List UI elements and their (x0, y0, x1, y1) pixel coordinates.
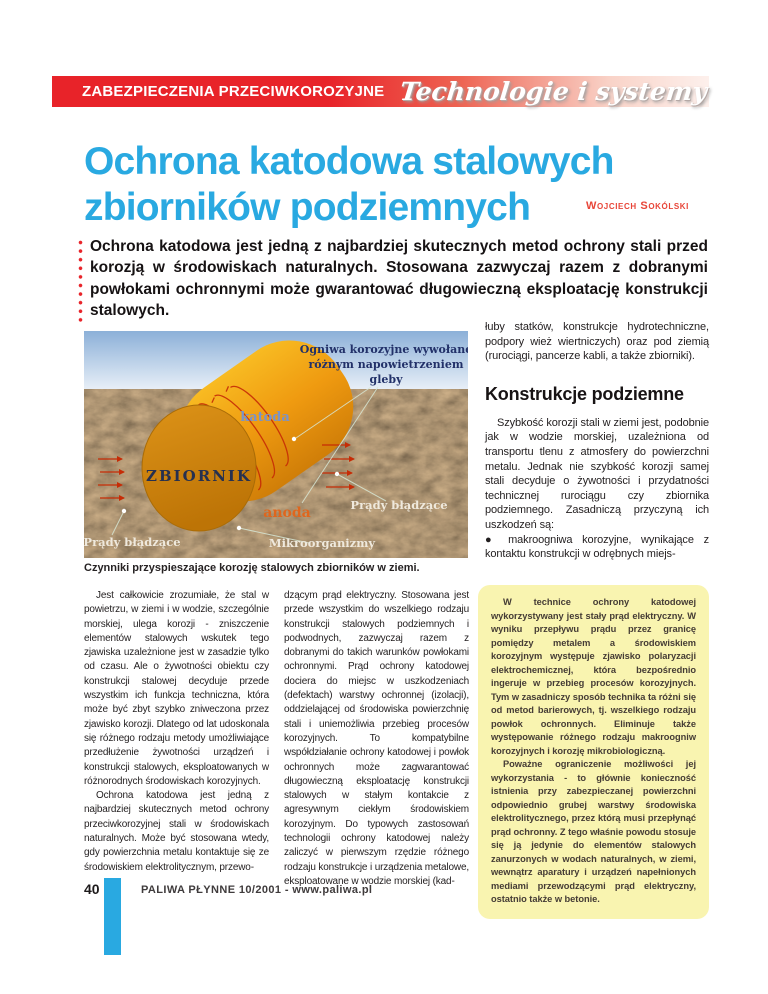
anode-label: anoda (263, 505, 311, 521)
annotation-line2: różnym napowietrzeniem (308, 358, 464, 371)
corrosion-diagram (84, 331, 468, 558)
right-column-paragraph-continued: łuby statków, konstrukcje hydrotechniczne, podpory wież wiertniczych) oraz pod ziemią (rurociągi, pancerze kabli, a także zbiorniki). (485, 321, 709, 363)
section-category-label: ZABEZPIECZENIA PRZECIWKOROZYJNE (82, 83, 385, 100)
article-title (84, 139, 724, 231)
article-author: Wojciech Sokólski (586, 200, 689, 212)
annotation-line1: Ogniwa korozyjne wywołane (299, 343, 468, 356)
annotation-line3: gleby (369, 373, 403, 386)
info-box-paragraph-1: W technice ochrony katodowej wykorzystywany jest stały prąd elektryczny. W wyniku przepływu prądu przez granicę pomiędzy metalem a środowiskiem korozyjnym występuje zjawisko polaryzacji elektrochemicznej, która bezpośrednio ingeruje w przebieg procesów korozyjnych. Tym w zasadniczy sposób technika ta różni się od metod barierowych, tj. wszelkiego rodzaju powłok ochronnych. Eliminuje także występowanie różnego rodzaju makroogniw korozyjnych i korozję mikrobiologiczną. (491, 597, 696, 756)
right-column-bullet: ● makroogniwa korozyjne, wynikające z kontaktu konstrukcji w odrębnych miejs- (485, 533, 709, 561)
article-title-line2: zbiorników podziemnych (84, 186, 531, 229)
body-column-1-paragraph-1: Jest całkowicie zrozumiałe, że stal w powietrzu, w ziemi i w wodzie, szczególnie morskiej, ulega korozji - zniszczenie elementów stalowych wskutek tego zjawiska uzależnione jest w zasadzie tylko od czasu. Ale o żywotności obiektu czy konstrukcji stalowej decyduje przede wszystkim ich funkcja techniczna, która może być zbyt szybko zniweczona przez zjawisko korozji. Dlatego od lat udoskonala się różnego rodzaju metody umożliwiające przedłużenie żywotności urządzeń i konstrukcji stalowych, eksploatowanych w różnorodnych środowiskach korozyjnych. (84, 590, 269, 787)
info-box-paragraph-2: Poważne ograniczenie możliwości jej wykorzystania - to głównie konieczność istnienia przy zabezpieczanej powierzchni odpowiednio grubej warstwy środowiska elektrolitycznego, przez którą musi przepłynąć prąd ochronny. Z tego właśnie powodu stosuje się ją jedynie do elementów stalowych zanurzonych w wodach naturalnych, w ziemi, wewnątrz aparatury i urządzeń napełnionych mediami przewodzącymi prąd elektryczny, ostatnio także w betonie. (491, 759, 696, 904)
body-column-1-paragraph-2: Ochrona katodowa jest jedną z najbardziej skutecznych metod ochrony przeciwkorozyjnej stali w środowiskach naturalnych. Może być stosowana wtedy, gdy powierzchnia metalu kontaktuje się ze środowiskiem elektrolitycznym, przewo- (84, 790, 269, 873)
body-column-2-paragraph-1: dzącym prąd elektryczny. Stosowana jest przede wszystkim do wszelkiego rodzaju konstrukcji stalowych podziemnych i podwodnych, zazwyczaj razem z dobranymi do takich warunków powłokami ochronnymi. Prąd ochrony katodowej dociera do miejsc w uszkodzeniach (defektach) warstwy ochronnej (izolacji), oddzielającej od środowiska powierzchnię stali i uniemożliwia przebieg procesów korozyjnych. To kompatybilne współdziałanie ochrony katodowej i powłok ochronnych może zagwarantować długowieczną eksploatację konstrukcji stalowych w stałym kontakcie z agresywnym ciekłym środowiskiem korozyjnym. Do typowych zastosowań technologii ochrony katodowej należy zaliczyć w pierwszym rzędzie różnego rodzaju konstrukcje i urządzenia metalowe, eksploatowane w wodzie morskiej (kad- (284, 590, 469, 887)
section-header-bar (52, 76, 709, 107)
footer-credit: PALIWA PŁYNNE 10/2001 - www.paliwa.pl (141, 884, 373, 896)
right-column (485, 320, 709, 562)
stray-currents-label-left: Prądy błądzące (84, 535, 181, 549)
body-column-1 (84, 589, 269, 875)
tank-label: ZBIORNIK (146, 467, 252, 485)
page-number: 40 (84, 881, 100, 897)
body-column-2 (284, 589, 469, 889)
section-series-label: Technologie i systemy (398, 77, 709, 106)
cathode-label: katoda (240, 410, 290, 425)
lead-dotted-rule (78, 240, 83, 326)
info-box (478, 585, 709, 919)
microorganisms-label: Mikroorganizmy (268, 536, 376, 550)
corrosion-diagram-figure (84, 331, 468, 558)
figure-caption: Czynniki przyspieszające korozję stalowych zbiorników w ziemi. (84, 562, 420, 574)
right-column-paragraph: Szybkość korozji stali w ziemi jest, podobnie jak w wodzie morskiej, uzależniona od transportu tlenu z atmosfery do powierzchni metalu. Jednak nie szybkość korozji samej stali decyduje o żywotności i przydatności technicznej rurociągu czy zbiornika podziemnego. Zasadniczą przyczyną ich uszkodzeń są: (485, 416, 709, 531)
article-lead: Ochrona katodowa jest jedną z najbardziej skutecznych metod ochrony stali przed korozją w środowiskach naturalnych. Stosowana zazwyczaj razem z dobranymi powłokami ochronnymi może gwarantować długowieczną eksploatację konstrukcji stalowych. (90, 238, 708, 320)
section-heading: Konstrukcje podziemne (485, 383, 684, 404)
article-title-line1: Ochrona katodowa stalowych (84, 140, 614, 183)
stray-currents-label-right: Prądy błądzące (350, 498, 448, 512)
footer-accent-bar (104, 878, 121, 955)
